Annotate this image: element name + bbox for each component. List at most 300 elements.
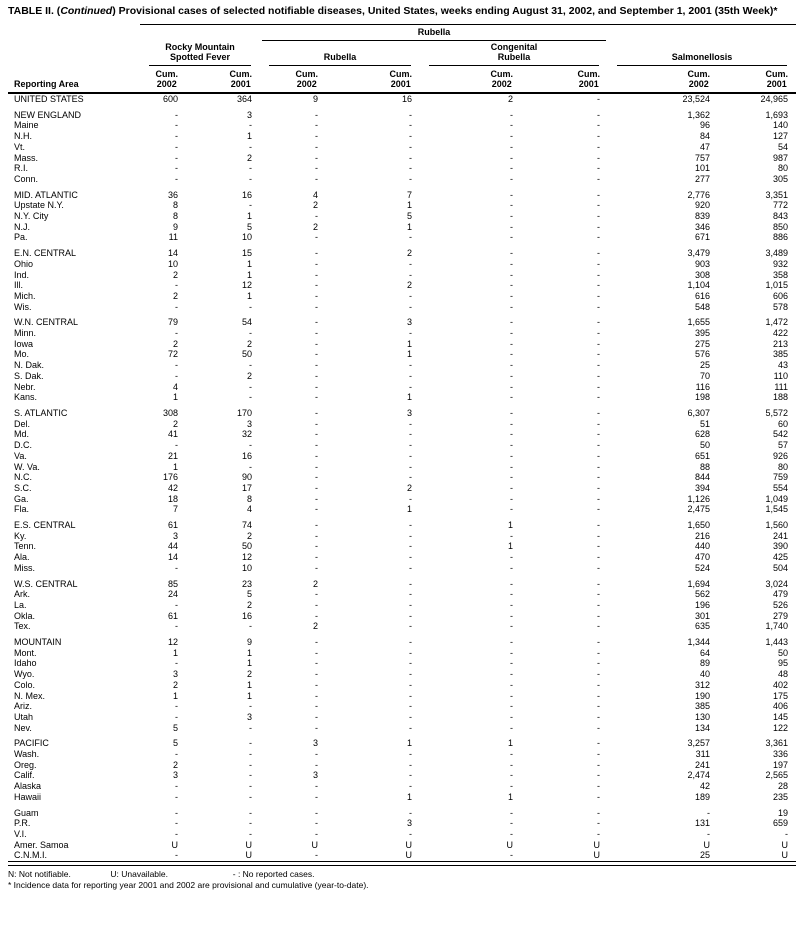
- value-cell: -: [315, 258, 318, 269]
- table-row: [8, 840, 796, 851]
- value-cell: U: [781, 850, 789, 861]
- reporting-area-cell: Upstate N.Y.: [14, 200, 64, 211]
- value-cell: -: [315, 109, 318, 120]
- table-row: [8, 483, 796, 494]
- table-row: [8, 669, 796, 680]
- value-cell: -: [249, 621, 252, 632]
- value-cell: -: [175, 818, 178, 829]
- reporting-area-cell: Ga.: [14, 493, 29, 504]
- value-cell: -: [409, 610, 412, 621]
- value-cell: U: [245, 850, 252, 861]
- value-cell: U: [506, 839, 513, 850]
- value-cell: 1: [507, 541, 513, 552]
- value-cell: -: [510, 360, 513, 371]
- value-cell: 95: [778, 658, 789, 669]
- table-row: [8, 850, 796, 861]
- value-cell: -: [510, 290, 513, 301]
- value-cell: -: [597, 152, 601, 163]
- value-cell: 24: [167, 589, 178, 600]
- value-cell: -: [175, 850, 178, 861]
- value-cell: -: [175, 328, 178, 339]
- value-cell: -: [315, 360, 318, 371]
- value-cell: 111: [774, 381, 789, 392]
- title-continued: Continued: [60, 5, 113, 17]
- value-cell: -: [510, 493, 513, 504]
- table-row: [8, 658, 796, 669]
- value-cell: -: [597, 791, 601, 802]
- reporting-area-cell: Amer. Samoa: [14, 839, 69, 850]
- notifiable-diseases-table: [8, 24, 796, 862]
- value-cell: 576: [694, 349, 711, 360]
- value-cell: 1: [507, 738, 513, 749]
- value-cell: 3: [406, 407, 412, 418]
- value-cell: -: [175, 711, 178, 722]
- cum-label: Cum.: [389, 69, 412, 79]
- rmsf-label-line2: Spotted Fever: [169, 52, 230, 62]
- value-cell: -: [409, 163, 412, 174]
- value-cell: -: [597, 701, 601, 712]
- value-cell: -: [249, 328, 252, 339]
- value-cell: 1,344: [687, 637, 711, 648]
- value-cell: U: [405, 839, 412, 850]
- col-group-rocky-mountain-spotted-fever: [140, 41, 260, 66]
- value-cell: 72: [167, 349, 178, 360]
- value-cell: -: [409, 541, 412, 552]
- value-cell: -: [315, 418, 318, 429]
- value-cell: -: [409, 770, 412, 781]
- value-cell: -: [409, 258, 412, 269]
- value-cell: 190: [694, 690, 711, 701]
- value-cell: 600: [162, 94, 178, 104]
- reporting-area-cell: Minn.: [14, 328, 37, 339]
- value-cell: -: [315, 141, 318, 152]
- value-cell: -: [315, 440, 318, 451]
- value-cell: -: [510, 850, 513, 861]
- value-cell: -: [409, 711, 412, 722]
- table-row: [8, 494, 796, 505]
- table-row: [8, 792, 796, 803]
- value-cell: 3: [406, 317, 412, 328]
- value-cell: -: [315, 131, 318, 142]
- value-cell: -: [249, 770, 252, 781]
- value-cell: -: [175, 120, 178, 131]
- value-cell: 61: [167, 610, 178, 621]
- value-cell: -: [409, 829, 412, 839]
- value-cell: 6,307: [687, 407, 711, 418]
- reporting-area-cell: Wyo.: [14, 669, 35, 680]
- reporting-area-cell: Alaska: [14, 781, 42, 792]
- value-cell: -: [597, 173, 601, 184]
- value-cell: 127: [772, 131, 789, 142]
- reporting-area-cell: N.H.: [14, 131, 32, 142]
- value-cell: 850: [772, 221, 789, 232]
- value-cell: 14: [167, 552, 178, 563]
- value-cell: -: [409, 381, 412, 392]
- value-cell: 216: [694, 530, 711, 541]
- value-cell: U: [311, 839, 318, 850]
- reporting-area-header: Reporting Area: [8, 25, 140, 94]
- value-cell: -: [597, 647, 601, 658]
- congenital-label-line1: Congenital: [490, 42, 538, 52]
- value-cell: -: [315, 562, 318, 573]
- value-cell: 47: [700, 141, 711, 152]
- value-cell: -: [510, 392, 513, 403]
- value-cell: -: [597, 211, 601, 222]
- value-cell: -: [315, 701, 318, 712]
- col-group-salmonellosis: [608, 41, 796, 66]
- value-cell: 279: [772, 610, 789, 621]
- value-cell: -: [315, 392, 318, 403]
- value-cell: 2: [406, 248, 412, 259]
- value-cell: U: [245, 839, 252, 850]
- value-cell: -: [315, 541, 318, 552]
- reporting-area-cell: Wash.: [14, 749, 40, 760]
- reporting-area-cell: Ohio: [14, 258, 34, 269]
- value-cell: -: [315, 211, 318, 222]
- reporting-area-cell: Kans.: [14, 392, 38, 403]
- footnotes: [8, 869, 796, 891]
- value-cell: -: [409, 141, 412, 152]
- value-cell: 2: [312, 621, 318, 632]
- value-cell: 11: [168, 232, 178, 243]
- reporting-area-cell: C.N.M.I.: [14, 850, 47, 861]
- value-cell: 920: [694, 200, 711, 211]
- value-cell: 96: [700, 120, 711, 131]
- value-cell: 1,015: [765, 280, 789, 291]
- value-cell: -: [249, 749, 252, 760]
- value-cell: -: [597, 749, 601, 760]
- value-cell: -: [597, 818, 601, 829]
- table-row: [8, 408, 796, 419]
- value-cell: 101: [694, 163, 711, 174]
- value-cell: 16: [241, 610, 252, 621]
- value-cell: 19: [778, 807, 789, 818]
- value-cell: 3,351: [765, 189, 789, 200]
- reporting-area-cell: V.I.: [14, 829, 27, 839]
- cum-label: Cum.: [490, 69, 513, 79]
- reporting-area-cell: Va.: [14, 450, 27, 461]
- table-row: [8, 360, 796, 371]
- value-cell: -: [597, 461, 601, 472]
- table-row: [8, 648, 796, 659]
- table-row: [8, 339, 796, 350]
- value-cell: -: [597, 392, 601, 403]
- value-cell: -: [315, 599, 318, 610]
- value-cell: 440: [694, 541, 711, 552]
- value-cell: -: [409, 759, 412, 770]
- value-cell: 10: [167, 258, 178, 269]
- value-cell: -: [315, 328, 318, 339]
- value-cell: 1: [246, 258, 252, 269]
- value-cell: -: [510, 317, 513, 328]
- value-cell: -: [409, 232, 412, 243]
- reporting-area-cell: UNITED STATES: [14, 94, 84, 104]
- value-cell: 16: [241, 450, 252, 461]
- value-cell: 134: [694, 722, 711, 733]
- value-cell: -: [409, 269, 412, 280]
- value-cell: 425: [772, 552, 789, 563]
- value-cell: -: [315, 850, 318, 861]
- value-cell: -: [249, 722, 252, 733]
- value-cell: -: [409, 493, 412, 504]
- footnote-n: N: Not notifiable.: [8, 869, 71, 880]
- table-row: [8, 541, 796, 552]
- value-cell: 131: [694, 818, 711, 829]
- value-cell: U: [593, 839, 601, 850]
- value-cell: 61: [167, 520, 178, 531]
- value-cell: -: [175, 173, 178, 184]
- salmonellosis-group-label: Salmonellosis: [617, 52, 787, 66]
- value-cell: -: [249, 200, 252, 211]
- value-cell: -: [597, 621, 601, 632]
- value-cell: -: [707, 807, 711, 818]
- reporting-area-cell: Ala.: [14, 552, 30, 563]
- value-cell: 50: [778, 647, 789, 658]
- value-cell: 7: [406, 189, 412, 200]
- value-cell: 1: [406, 738, 412, 749]
- congenital-rubella-group-label: [429, 42, 599, 66]
- value-cell: 2: [246, 338, 252, 349]
- value-cell: -: [597, 131, 601, 142]
- value-cell: 1: [246, 290, 252, 301]
- table-row: [8, 579, 796, 590]
- value-cell: -: [409, 173, 412, 184]
- value-cell: 1,655: [687, 317, 711, 328]
- reporting-area-cell: Fla.: [14, 504, 30, 515]
- table-row: [8, 691, 796, 702]
- value-cell: -: [409, 807, 412, 818]
- value-cell: 60: [778, 418, 789, 429]
- value-cell: 44: [167, 541, 178, 552]
- value-cell: -: [315, 658, 318, 669]
- value-cell: -: [315, 317, 318, 328]
- value-cell: 1: [406, 791, 412, 802]
- table-row: [8, 462, 796, 473]
- value-cell: 1: [406, 200, 412, 211]
- value-cell: -: [597, 829, 601, 839]
- col-group-congenital-rubella: [420, 41, 608, 66]
- value-cell: 2,776: [687, 189, 711, 200]
- table-row: [8, 317, 796, 328]
- value-cell: -: [597, 738, 601, 749]
- reporting-area-cell: N.C.: [14, 472, 32, 483]
- value-cell: -: [510, 637, 513, 648]
- value-cell: 64: [700, 647, 711, 658]
- value-cell: -: [315, 269, 318, 280]
- value-cell: 241: [772, 530, 789, 541]
- value-cell: -: [510, 429, 513, 440]
- col-header-rmsf-cum-2002: [140, 66, 186, 93]
- value-cell: -: [510, 407, 513, 418]
- value-cell: 7: [172, 504, 178, 515]
- value-cell: -: [597, 770, 601, 781]
- value-cell: 504: [772, 562, 789, 573]
- value-cell: 932: [772, 258, 789, 269]
- table-row: [8, 131, 796, 142]
- value-cell: -: [249, 120, 252, 131]
- year-label: 2001: [230, 79, 251, 89]
- table-row: [8, 163, 796, 174]
- value-cell: 2: [172, 679, 178, 690]
- value-cell: 3: [172, 530, 178, 541]
- value-cell: -: [510, 504, 513, 515]
- value-cell: 12: [167, 637, 178, 648]
- table-row: [8, 392, 796, 403]
- value-cell: -: [249, 461, 252, 472]
- value-cell: 616: [694, 290, 711, 301]
- value-cell: 1: [246, 679, 252, 690]
- reporting-area-cell: Mont.: [14, 647, 37, 658]
- value-cell: -: [597, 578, 601, 589]
- value-cell: -: [510, 211, 513, 222]
- title-part1: TABLE II. (: [8, 5, 61, 17]
- value-cell: -: [510, 189, 513, 200]
- value-cell: -: [785, 829, 789, 839]
- value-cell: -: [597, 759, 601, 770]
- table-row: [8, 349, 796, 360]
- value-cell: 50: [241, 541, 252, 552]
- value-cell: 84: [700, 131, 711, 142]
- value-cell: 1: [246, 647, 252, 658]
- cum-label: Cum.: [577, 69, 601, 79]
- value-cell: -: [597, 109, 601, 120]
- value-cell: -: [510, 338, 513, 349]
- reporting-area-cell: Colo.: [14, 679, 36, 690]
- value-cell: -: [315, 791, 318, 802]
- value-cell: -: [597, 722, 601, 733]
- value-cell: 671: [694, 232, 711, 243]
- value-cell: 2,565: [765, 770, 789, 781]
- table-row: [8, 611, 796, 622]
- value-cell: -: [315, 829, 318, 839]
- value-cell: 5: [246, 589, 252, 600]
- value-cell: -: [175, 829, 178, 839]
- value-cell: -: [510, 120, 513, 131]
- table-row: [8, 552, 796, 563]
- value-cell: 4: [246, 504, 252, 515]
- value-cell: 3,361: [765, 738, 789, 749]
- value-cell: 2: [312, 200, 318, 211]
- table-row: [8, 259, 796, 270]
- value-cell: 406: [772, 701, 789, 712]
- value-cell: -: [597, 520, 601, 531]
- value-cell: 548: [694, 301, 711, 312]
- value-cell: -: [597, 690, 601, 701]
- col-header-salmonellosis-cum-2002: [608, 66, 718, 93]
- rubella-group-label: Rubella: [269, 52, 411, 66]
- value-cell: -: [315, 232, 318, 243]
- value-cell: -: [597, 711, 601, 722]
- table-title: [8, 5, 798, 18]
- table-row: [8, 328, 796, 339]
- value-cell: -: [597, 248, 601, 259]
- table-row: [8, 504, 796, 515]
- value-cell: 74: [241, 520, 252, 531]
- reporting-area-cell: E.N. CENTRAL: [14, 248, 77, 259]
- value-cell: 2: [312, 221, 318, 232]
- col-header-rubella-cum-2001: [326, 66, 420, 93]
- value-cell: -: [510, 711, 513, 722]
- value-cell: -: [510, 669, 513, 680]
- value-cell: -: [510, 578, 513, 589]
- value-cell: -: [409, 679, 412, 690]
- value-cell: 48: [778, 669, 789, 680]
- value-cell: -: [597, 232, 601, 243]
- value-cell: -: [249, 173, 252, 184]
- table-row: [8, 472, 796, 483]
- value-cell: -: [510, 221, 513, 232]
- value-cell: -: [510, 610, 513, 621]
- value-cell: -: [175, 807, 178, 818]
- value-cell: 4: [312, 189, 318, 200]
- value-cell: -: [409, 418, 412, 429]
- value-cell: 40: [700, 669, 711, 680]
- value-cell: 526: [772, 599, 789, 610]
- value-cell: 311: [695, 749, 711, 760]
- table-row: [8, 563, 796, 574]
- value-cell: 5: [246, 221, 252, 232]
- value-cell: U: [171, 839, 178, 850]
- value-cell: 301: [694, 610, 711, 621]
- table-row: [8, 200, 796, 211]
- supergroup-rubella-label: Rubella: [262, 25, 606, 41]
- value-cell: -: [597, 290, 601, 301]
- value-cell: -: [510, 248, 513, 259]
- value-cell: 90: [241, 472, 252, 483]
- value-cell: -: [510, 599, 513, 610]
- reporting-area-cell: Ariz.: [14, 701, 32, 712]
- reporting-area-cell: R.I.: [14, 163, 29, 174]
- value-cell: -: [315, 722, 318, 733]
- reporting-area-cell: W. Va.: [14, 461, 40, 472]
- value-cell: 470: [694, 552, 711, 563]
- value-cell: 15: [241, 248, 252, 259]
- value-cell: -: [175, 280, 178, 291]
- value-cell: -: [175, 440, 178, 451]
- value-cell: -: [315, 280, 318, 291]
- value-cell: -: [597, 610, 601, 621]
- cum-label: Cum.: [687, 69, 711, 79]
- value-cell: -: [510, 163, 513, 174]
- value-cell: 1,560: [765, 520, 789, 531]
- value-cell: 54: [241, 317, 252, 328]
- value-cell: 51: [700, 418, 711, 429]
- value-cell: -: [510, 349, 513, 360]
- value-cell: 578: [772, 301, 789, 312]
- value-cell: 1: [406, 338, 412, 349]
- value-cell: 385: [694, 701, 711, 712]
- table-row: [8, 232, 796, 243]
- table-row: [8, 621, 796, 632]
- value-cell: -: [315, 637, 318, 648]
- value-cell: U: [405, 850, 412, 861]
- year-label: 2002: [156, 79, 177, 89]
- value-cell: -: [175, 131, 178, 142]
- value-cell: 1: [507, 791, 513, 802]
- table-row: [8, 749, 796, 760]
- value-cell: -: [315, 163, 318, 174]
- value-cell: -: [249, 392, 252, 403]
- value-cell: -: [175, 152, 178, 163]
- value-cell: 903: [694, 258, 711, 269]
- table-row: [8, 280, 796, 291]
- value-cell: 926: [772, 450, 789, 461]
- value-cell: -: [175, 621, 178, 632]
- value-cell: -: [597, 141, 601, 152]
- value-cell: -: [510, 173, 513, 184]
- value-cell: -: [315, 552, 318, 563]
- footnote-u: U: Unavailable.: [110, 869, 169, 880]
